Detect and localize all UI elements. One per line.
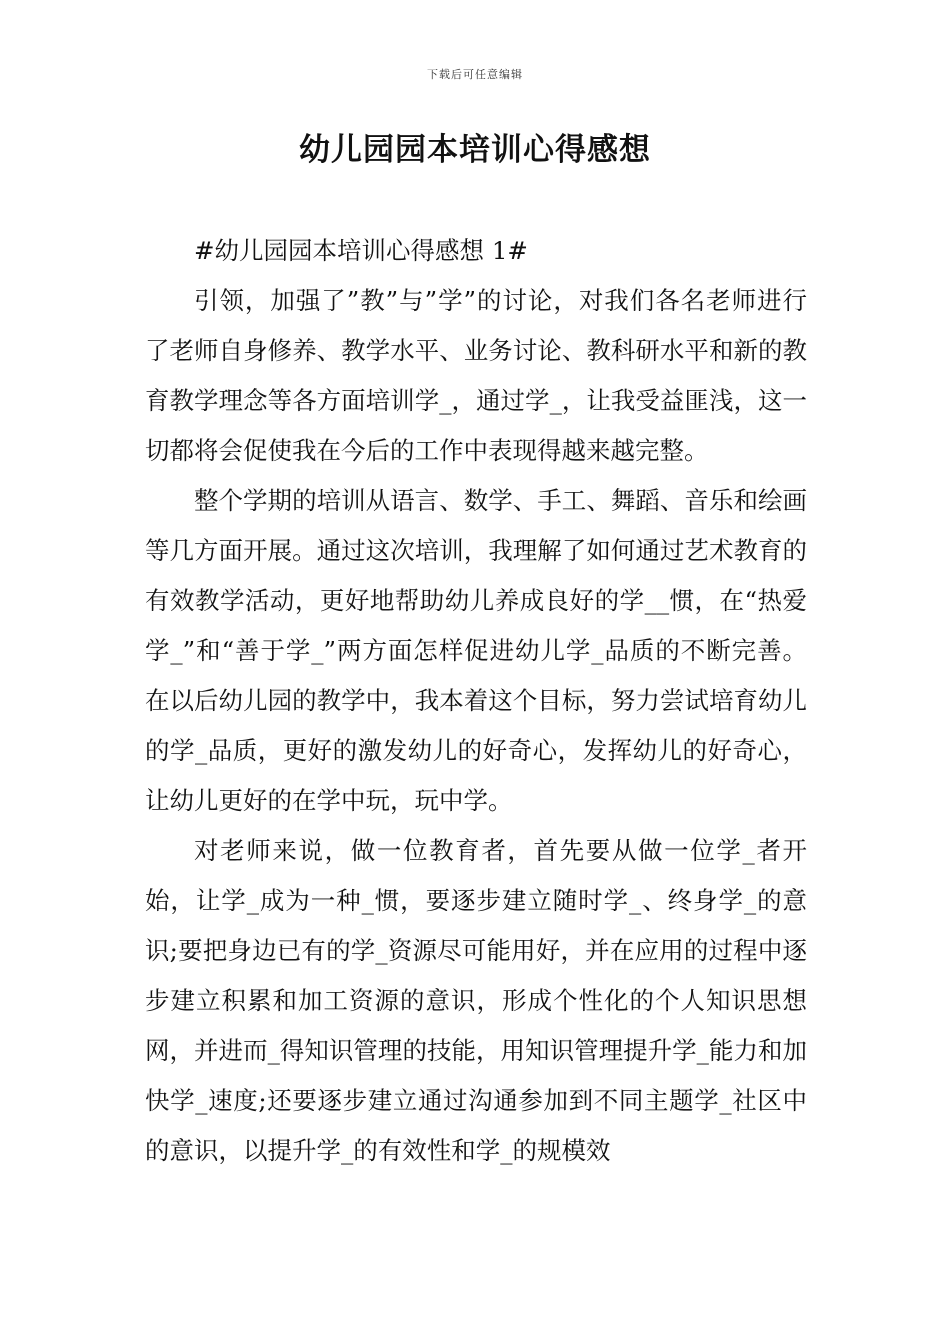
paragraph-2: 整个学期的培训从语言、数学、手工、舞蹈、音乐和绘画等几方面开展。通过这次培训，我理解了如何通过艺术教育的有效教学活动，更好地帮助幼儿养成良好的学__惯，在“热爱学_”和“善于学_”两方面怎样促进幼儿学_品质的不断完善。在以后幼儿园的教学中，我本着这个目标，努力尝试培育幼儿的学_品质，更好的激发幼儿的好奇心，发挥幼儿的好奇心，让幼儿更好的在学中玩，玩中学。 bbox=[145, 486, 807, 815]
document-title: 幼儿园园本培训心得感想 bbox=[299, 132, 651, 168]
header-note: 下载后可任意编辑 bbox=[427, 68, 523, 81]
document-body bbox=[145, 226, 807, 1176]
paragraph-1: 引领，加强了”教”与”学”的讨论，对我们各名老师进行了老师自身修养、教学水平、业务讨论、教科研水平和新的教育教学理念等各方面培训学_，通过学_，让我受益匪浅，这一切都将会促使我在今后的工作中表现得越来越完整。 bbox=[145, 286, 807, 465]
section-heading: #幼儿园园本培训心得感想 1# bbox=[194, 236, 528, 265]
paragraph-3: 对老师来说，做一位教育者，首先要从做一位学_者开始，让学_成为一种_惯，要逐步建立随时学_、终身学_的意识;要把身边已有的学_资源尽可能用好，并在应用的过程中逐步建立积累和加工资源的意识，形成个性化的个人知识思想网，并进而_得知识管理的技能，用知识管理提升学_能力和加快学_速度;还要逐步建立通过沟通参加到不同主题学_社区中的意识，以提升学_的有效性和学_的规模效 bbox=[145, 836, 807, 1165]
